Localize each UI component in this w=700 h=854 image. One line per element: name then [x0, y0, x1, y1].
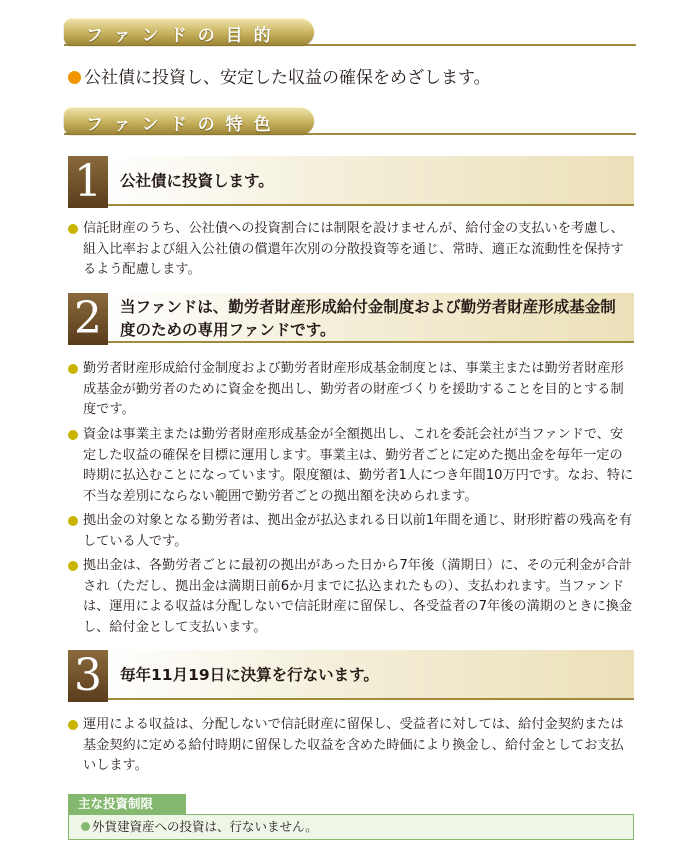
heading-pill	[64, 18, 314, 45]
feature-bar-rule	[104, 698, 634, 700]
bullet-dot-icon	[81, 822, 90, 831]
feature-number-badge: 3	[68, 650, 108, 702]
feature-2-bullet-3: 拠出金の対象となる勤労者は、拠出金が払込まれる日以前1年間を通じ、財形貯蓄の残高を有している人です。	[68, 511, 634, 552]
bullet-dot-icon	[68, 516, 78, 526]
feature-2-bullet-4: 拠出金は、各勤労者ごとに最初の拠出があった日から7年後（満期日）に、その元利金が合計され（ただし、拠出金は満期日前6か月までに払込まれたもの）、支払われます。当ファンドは、運用による収益は分配しないで信託財産に留保し、各受益者の7年後の満期のときに換金し、給付金として支払います。	[68, 556, 634, 638]
purpose-heading-text: ファンドの目的	[86, 26, 282, 46]
bullet-dot-icon	[68, 720, 78, 730]
heading-pill	[64, 107, 314, 134]
bullet-dot-icon	[68, 430, 78, 440]
feature-3-bullet-1: 運用による収益は、分配しないで信託財産に留保し、受益者に対しては、給付金契約または基金契約に定める給付時期に留保した収益を含めた時価により換金し、給付金としてお支払いします。	[68, 715, 634, 777]
feature-number-badge: 1	[68, 156, 108, 208]
feature-3-title: 毎年11月19日に決算を行ないます。	[120, 666, 379, 684]
bullet-dot-icon	[68, 224, 78, 234]
purpose-heading	[64, 18, 636, 48]
features-heading	[64, 107, 636, 137]
investment-limits-box	[68, 814, 634, 840]
feature-2-title: 当ファンドは、勤労者財産形成給付金制度および勤労者財産形成基金制度のための専用ファンドです。	[120, 298, 616, 339]
feature-bar-rule	[104, 204, 634, 206]
purpose-text: 公社債に投資し、安定した収益の確保をめざします。	[84, 68, 491, 88]
feature-1-header	[68, 156, 634, 208]
feature-2-bullet-2: 資金は事業主または勤労者財産形成基金が全額拠出し、これを委託会社が当ファンドで、安定した収益の確保を目標に運用します。事業主は、勤労者ごとに定めた拠出金を毎年一定の時期に払込むことになっています。限度額は、勤労者1人につき年間10万円です。なお、特に不当な差別にならない範囲で勤労者ごとの拠出額を決められます。	[68, 425, 634, 507]
orange-bullet-icon	[68, 71, 81, 84]
feature-2-header	[68, 293, 634, 345]
purpose-statement	[68, 63, 491, 88]
feature-2-bullet-1: 勤労者財産形成給付金制度および勤労者財産形成基金制度とは、事業主または勤労者財産形成基金が勤労者のために資金を拠出し、勤労者の財産づくりを援助することを目的とする制度です。	[68, 359, 634, 421]
bullet-dot-icon	[68, 561, 78, 571]
investment-limits-label: 主な投資制限	[68, 794, 186, 814]
investment-limits-item: 外貨建資産への投資は、行ないません。	[92, 819, 318, 834]
bullet-dot-icon	[68, 364, 78, 374]
feature-number-badge: 2	[68, 293, 108, 345]
feature-1-title: 公社債に投資します。	[120, 172, 274, 190]
features-heading-text: ファンドの特色	[86, 115, 282, 135]
feature-1-bullet-1: 信託財産のうち、公社債への投資割合には制限を設けませんが、給付金の支払いを考慮し、組入比率および組入公社債の償還年次別の分散投資等を通じ、常時、適正な流動性を保持するよう配慮します。	[68, 219, 634, 281]
feature-3-header	[68, 650, 634, 702]
